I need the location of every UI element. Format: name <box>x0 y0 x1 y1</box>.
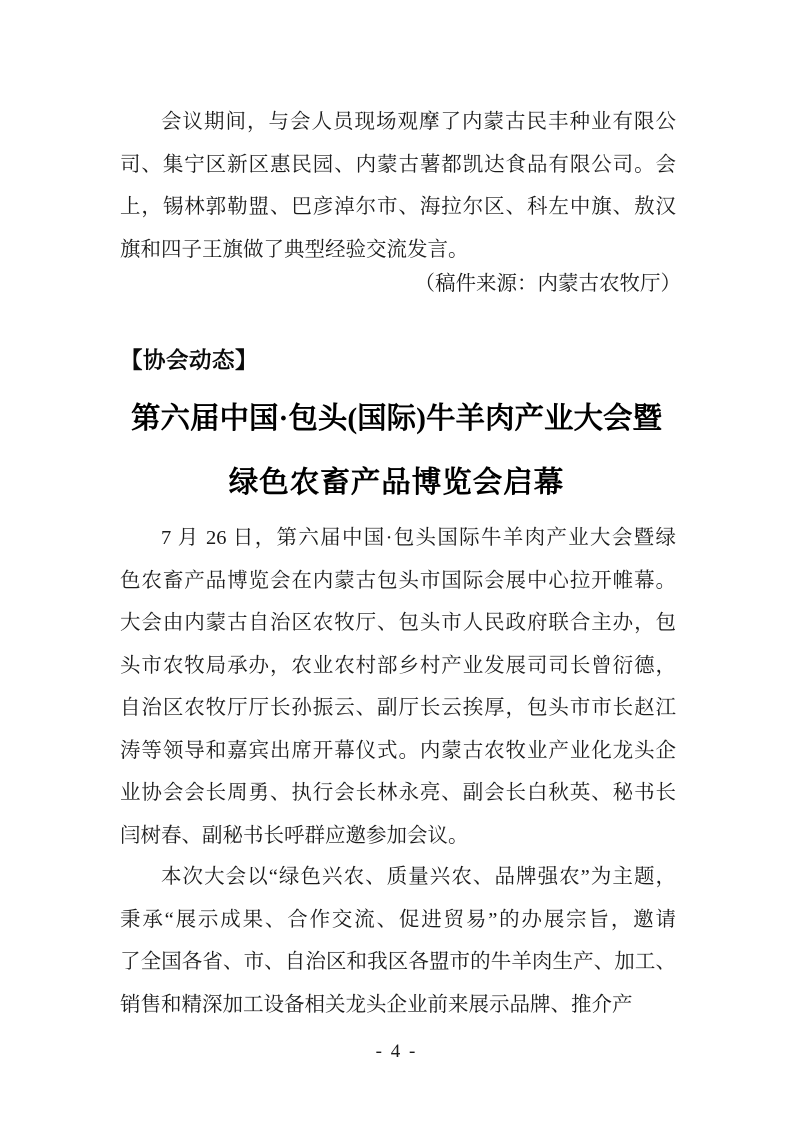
previous-article-paragraph <box>120 101 676 271</box>
text-line: 自治区农牧厅厅长孙振云、副厅长云挨厚，包头市市长赵江 <box>120 697 676 719</box>
text-line: 旗和四子王旗做了典型经验交流发言。 <box>120 238 469 261</box>
text-line: 业协会会长周勇、执行会长林永亮、副会长白秋英、秘书长 <box>120 782 676 804</box>
page-number: - 4 - <box>375 1041 418 1062</box>
text-line: 上，锡林郭勒盟、巴彦淖尔市、海拉尔区、科左中旗、敖汉 <box>120 196 676 218</box>
text-line: 7 月 26 日，第六届中国·包头国际牛羊肉产业大会暨绿 <box>161 527 676 549</box>
article-paragraph-1 <box>120 517 676 857</box>
text-line: 涛等领导和嘉宾出席开幕仪式。内蒙古农牧业产业化龙头企 <box>120 739 676 762</box>
text-line: 本次大会以“绿色兴农、质量兴农、品牌强农”为主题， <box>161 866 676 888</box>
text-line: 头市农牧局承办，农业农村部乡村产业发展司司长曾衍德， <box>120 654 676 677</box>
article-paragraph-2 <box>120 856 676 1026</box>
source-attribution: （稿件来源：内蒙古农牧厅） <box>414 273 681 295</box>
text-line: 闫树春、副秘书长呼群应邀参加会议。 <box>120 824 469 847</box>
article-headline-line2: 绿色农畜产品博览会启幕 <box>228 467 565 499</box>
text-line: 秉承“展示成果、合作交流、促进贸易”的办展宗旨，邀请 <box>120 908 676 931</box>
text-line: 色农畜产品博览会在内蒙古包头市国际会展中心拉开帷幕。 <box>120 569 676 592</box>
text-line: 销售和精深加工设备相关龙头企业前来展示品牌、推介产 <box>120 993 633 1016</box>
section-header: 【协会动态】 <box>120 348 259 373</box>
text-line: 大会由内蒙古自治区农牧厅、包头市人民政府联合主办，包 <box>120 612 676 634</box>
text-line: 司、集宁区新区惠民园、内蒙古薯都凯达食品有限公司。会 <box>120 153 676 176</box>
text-line: 了全国各省、市、自治区和我区各盟市的牛羊肉生产、加工、 <box>120 951 676 973</box>
article-headline-line1: 第六届中国·包头(国际)牛羊肉产业大会暨 <box>131 403 662 435</box>
text-line: 会议期间，与会人员现场观摩了内蒙古民丰种业有限公 <box>161 111 676 133</box>
